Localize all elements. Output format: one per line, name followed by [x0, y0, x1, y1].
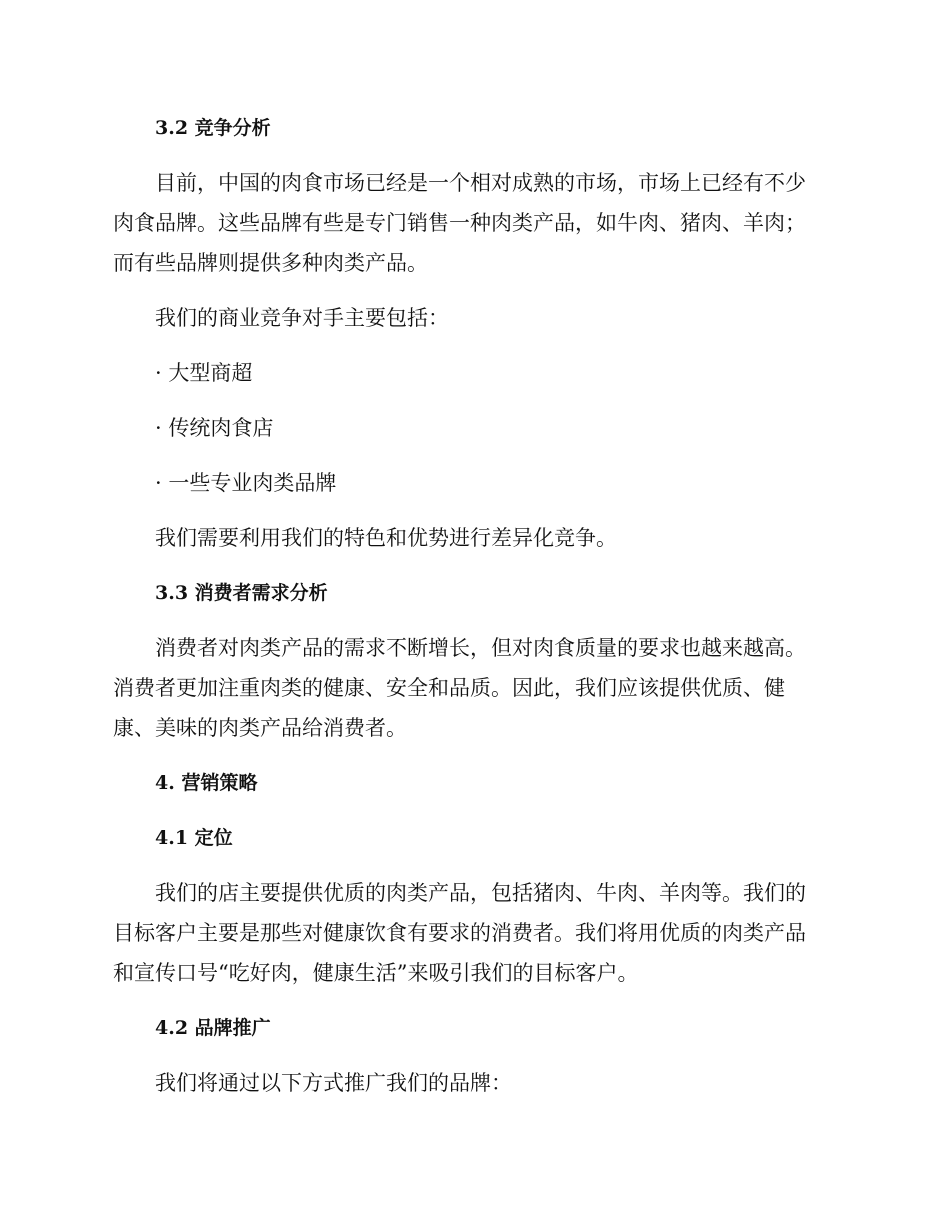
bullet-item-traditional-shops: · 传统肉食店 [155, 416, 274, 440]
bullet-item-supermarkets: · 大型商超 [155, 361, 253, 385]
paragraph-line: 消费者更加注重肉类的健康、安全和品质。因此，我们应该提供优质、健 [113, 676, 785, 700]
paragraph-line: 我们的店主要提供优质的肉类产品，包括猪肉、牛肉、羊肉等。我们的 [155, 881, 806, 905]
paragraph-line: 康、美味的肉类产品给消费者。 [113, 716, 407, 740]
section-heading-4-1: 4.1 定位 [155, 827, 233, 849]
paragraph-line: 和宣传口号“吃好肉，健康生活”来吸引我们的目标客户。 [113, 961, 639, 985]
paragraph-consumer-demand [113, 628, 833, 748]
paragraph-line: 肉食品牌。这些品牌有些是专门销售一种肉类产品，如牛肉、猪肉、羊肉； [113, 211, 806, 235]
paragraph-line: 目前，中国的肉食市场已经是一个相对成熟的市场，市场上已经有不少 [155, 171, 806, 195]
section-heading-3-2: 3.2 竞争分析 [155, 117, 271, 139]
section-heading-3-3: 3.3 消费者需求分析 [155, 582, 328, 604]
bullet-item-specialty-brands: · 一些专业肉类品牌 [155, 471, 337, 495]
paragraph-positioning [113, 873, 833, 993]
document-body [113, 108, 833, 1118]
paragraph-brand-promotion-lead: 我们将通过以下方式推广我们的品牌： [155, 1071, 512, 1095]
section-heading-4: 4. 营销策略 [155, 772, 258, 794]
section-heading-4-2: 4.2 品牌推广 [155, 1017, 271, 1039]
paragraph-line: 目标客户主要是那些对健康饮食有要求的消费者。我们将用优质的肉类产品 [113, 921, 806, 945]
paragraph-differentiation: 我们需要利用我们的特色和优势进行差异化竞争。 [155, 526, 617, 550]
paragraph-line: 消费者对肉类产品的需求不断增长，但对肉食质量的要求也越来越高。 [155, 636, 806, 660]
paragraph-competitors-lead: 我们的商业竞争对手主要包括： [155, 306, 449, 330]
paragraph-competition-intro [113, 163, 833, 283]
paragraph-line: 而有些品牌则提供多种肉类产品。 [113, 251, 428, 275]
